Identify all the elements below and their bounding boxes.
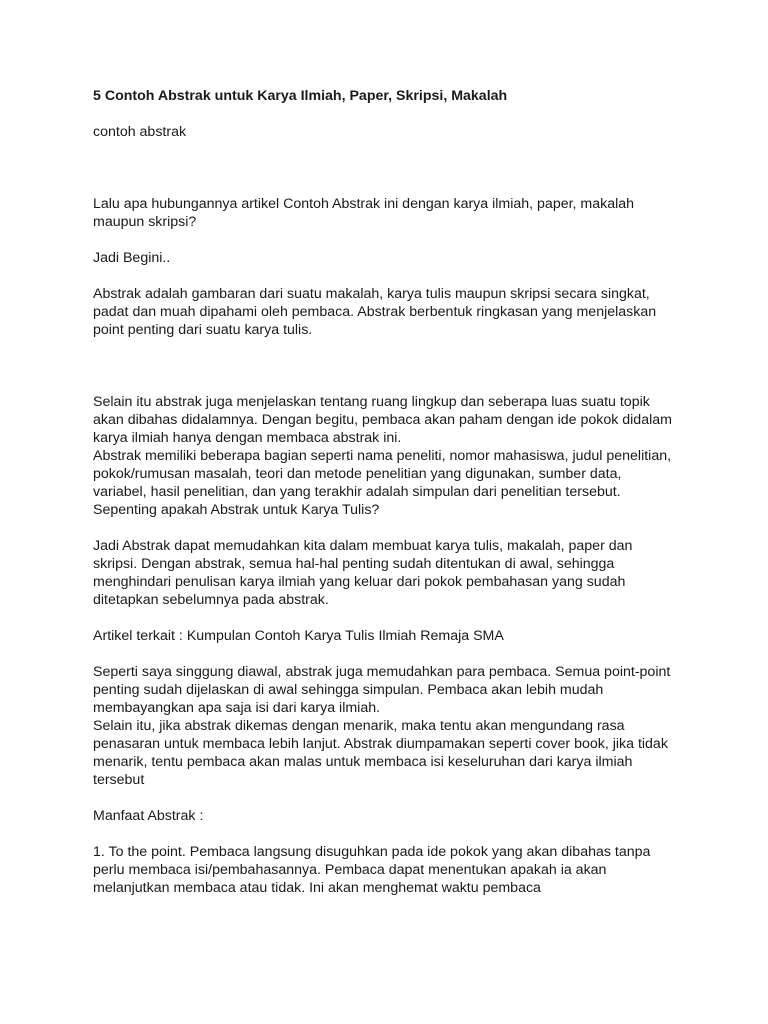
spacer: [93, 519, 683, 537]
spacer: [93, 339, 683, 393]
text-line: ditetapkan sebelumnya pada abstrak.: [93, 592, 329, 608]
text-line: Abstrak memiliki beberapa bagian seperti nama peneliti, nomor mahasiswa, judul penelitian,: [93, 448, 672, 464]
paragraph-3: [93, 285, 683, 339]
text-line: perlu membaca isi/pembahasannya. Pembaca dapat menentukan apakah ia akan: [93, 862, 607, 878]
text-line: membayangkan apa saja isi dari karya ilmiah.: [93, 700, 381, 716]
spacer: [93, 825, 683, 843]
section-heading-manfaat: Manfaat Abstrak :: [93, 808, 204, 824]
text-line: pokok/rumusan masalah, teori dan metode penelitian yang digunakan, sumber data,: [93, 466, 622, 482]
text-line: variabel, hasil penelitian, dan yang terakhir adalah simpulan dari penelitian tersebut.: [93, 484, 621, 500]
text-line: padat dan muah dipahami oleh pembaca. Abstrak berbentuk ringkasan yang menjelaskan: [93, 304, 657, 320]
text-line: menghindari penulisan karya ilmiah yang keluar dari pokok pembahasan yang sudah: [93, 574, 626, 590]
text-line: maupun skripsi?: [93, 214, 197, 230]
spacer: [93, 789, 683, 807]
spacer: [93, 609, 683, 627]
text-line: Selain itu, jika abstrak dikemas dengan menarik, maka tentu akan mengundang rasa: [93, 718, 625, 734]
paragraph-2: Jadi Begini..: [93, 250, 171, 266]
text-line: akan dibahas didalamnya. Dengan begitu, pembaca akan paham dengan ide pokok didalam: [93, 412, 672, 428]
image-caption: contoh abstrak: [93, 124, 187, 140]
text-line: melanjutkan membaca atau tidak. Ini akan menghemat waktu pembaca: [93, 880, 541, 896]
text-line: karya ilmiah hanya dengan membaca abstrak ini.: [93, 430, 402, 446]
text-line: Sepenting apakah Abstrak untuk Karya Tulis?: [93, 502, 380, 518]
text-line: tersebut: [93, 772, 145, 788]
text-line: Abstrak adalah gambaran dari suatu makalah, karya tulis maupun skripsi secara singkat,: [93, 286, 650, 302]
text-line: Selain itu abstrak juga menjelaskan tentang ruang lingkup dan seberapa luas suatu topik: [93, 394, 650, 410]
text-line: 1. To the point. Pembaca langsung disuguhkan pada ide pokok yang akan dibahas tanpa: [93, 844, 651, 860]
spacer: [93, 267, 683, 285]
spacer: [93, 231, 683, 249]
text-line: menarik, tentu pembaca akan malas untuk membaca isi keseluruhan dari karya ilmiah: [93, 754, 633, 770]
text-line: penting sudah dijelaskan di awal sehingga simpulan. Pembaca akan lebih mudah: [93, 682, 604, 698]
list-item: [93, 843, 683, 897]
paragraph-1: [93, 195, 683, 231]
text-line: point penting dari suatu karya tulis.: [93, 322, 313, 338]
text-line: penasaran untuk membaca lebih lanjut. Abstrak diumpamakan seperti cover book, jika tidak: [93, 736, 668, 752]
spacer: [93, 645, 683, 663]
spacer: [93, 141, 683, 195]
text-line: skripsi. Dengan abstrak, semua hal-hal penting sudah ditentukan di awal, sehingga: [93, 556, 615, 572]
document-body: [93, 87, 683, 897]
paragraph-5: [93, 537, 683, 609]
paragraph-4: [93, 393, 683, 519]
document-title: 5 Contoh Abstrak untuk Karya Ilmiah, Paper, Skripsi, Makalah: [93, 88, 508, 104]
text-line: Jadi Abstrak dapat memudahkan kita dalam membuat karya tulis, makalah, paper dan: [93, 538, 633, 554]
text-line: Seperti saya singgung diawal, abstrak juga memudahkan para pembaca. Semua point-point: [93, 664, 671, 680]
paragraph-7: [93, 663, 683, 789]
text-line: Lalu apa hubungannya artikel Contoh Abstrak ini dengan karya ilmiah, paper, makalah: [93, 196, 635, 212]
related-article-line: Artikel terkait : Kumpulan Contoh Karya Tulis Ilmiah Remaja SMA: [93, 628, 504, 644]
